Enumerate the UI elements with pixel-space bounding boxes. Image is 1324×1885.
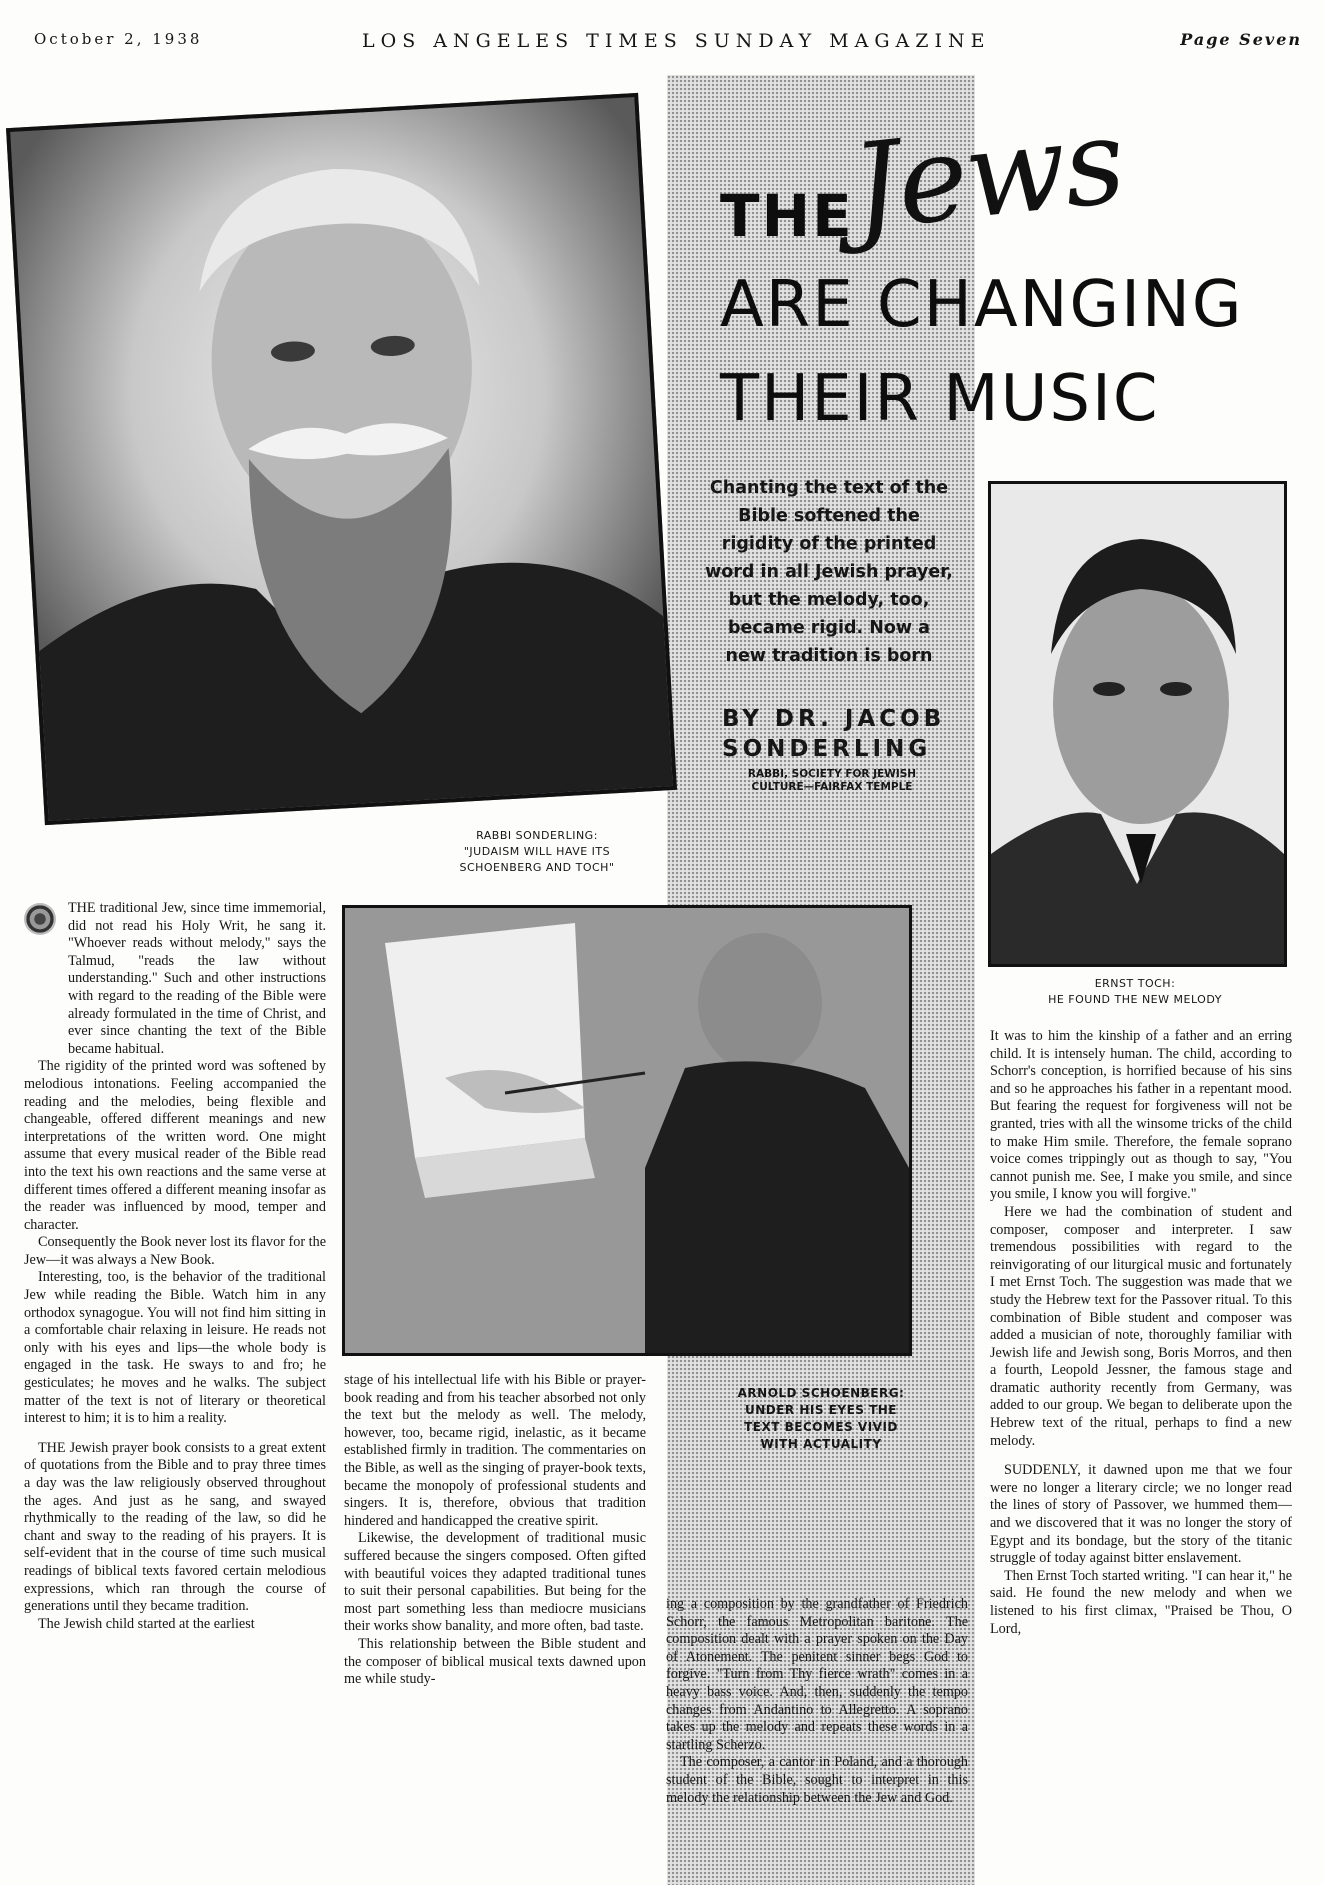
headline-their-music: THEIR MUSIC [720,362,1160,436]
paragraph: Consequently the Book never lost its flavor for the Jew—it was always a New Book. [24,1234,326,1268]
toch-photo-caption [1000,976,1270,1008]
article-column-3 [666,1596,968,1807]
byline-by: BY DR. JACOB [722,706,946,732]
paragraph: The rigidity of the printed word was softened by melodious intonations. Feeling accompanied the reading and the melodies, being flexible and changeable, offered different meanings and new interpretations of the written word. One might assume that every musical reader of the Bible read into the text his own reactions and the same verse at different times offered a different meaning insofar as the reader was influenced by mood, temper and character. [24,1058,326,1233]
toch-caption-line2: HE FOUND THE NEW MELODY [1048,993,1222,1006]
paragraph: stage of his intellectual life with his Bible or prayer-book reading and from his teacher absorbed not only the text but the melody as well. The melody, however, too, became rigid, inelastic, as it became established firmly in tradition. The commentaries on the Bible, as well as the singing of prayer-book texts, became the monopoly of professional students and singers. It is, therefore, obvious that tradition hindered and handicapped the creative spirit. [344,1372,646,1529]
paragraph: ing a composition by the grandfather of Friedrich Schorr, the famous Metropolitan baritone. The composition dealt with a prayer spoken on the Day of Atonement. The penitent sinner begs God to forgive. "Turn from Thy fierce wrath" comes in a heavy bass voice. And, then, suddenly the tempo changes from Andantino to Allegretto. A soprano takes up the melody and repeats these words in a startling Scherzo. [666,1596,968,1753]
article-column-1 [24,900,326,1633]
article-column-2 [344,1372,646,1689]
schoenberg-caption-line1: ARNOLD SCHOENBERG: [737,1386,905,1400]
paragraph: Then Ernst Toch started writing. "I can hear it," he said. He found the new melody and when we listened to his first climax, "Praised be Thou, O Lord, [990,1567,1292,1637]
byline-name: SONDERLING [722,736,932,762]
article-column-4 [990,1028,1292,1638]
paragraph: THE traditional Jew, since time immemorial, did not read his Holy Writ, he sang it. "Whoever reads without melody," says the Talmud, "reads the law without understanding." Such and other instructions with regard to the reading of the Bible were already formulated in the time of Christ, and ever since chanting the text of the Bible became habitual. [68,900,326,1057]
arnold-schoenberg-photo [342,905,912,1356]
paragraph: Likewise, the development of traditional music suffered because the singers composed. Often gifted with beautiful voices they adapted traditional tunes to suit their personal capabilities. But being for the most part something less than mediocre musicians their works show banality, and more often, bad taste. [344,1530,646,1635]
article-deck: Chanting the text of the Bible softened the rigidity of the printed word in all Jewish prayer, but the melody, too, became rigid. Now a new tradition is born [705,478,953,666]
paragraph: The Jewish child started at the earliest [38,1615,255,1632]
byline-title-line2: CULTURE—FAIRFAX TEMPLE [751,781,913,793]
paragraph: THE Jewish prayer book consists to a great extent of quotations from the Bible and to pray three times a day was the law religiously observed throughout the ages. And just as he sang, and swayed rhythmically to the reading of the law, so did he chant and sway to the reading of his prayers. It is self-evident that in the course of time such musical readings of biblical texts favored certain melodious expressions, which ran through the course of generations until they became tradition. [24,1439,326,1615]
toch-caption-line1: ERNST TOCH: [1094,977,1176,990]
schoenberg-photo-caption [700,1365,942,1471]
paragraph: This relationship between the Bible student and the composer of biblical musical texts dawned upon me while study- [344,1635,646,1688]
byline [722,704,945,764]
masthead-page-number: Page Seven [1180,30,1302,49]
headline-jews-script: Jews [845,91,1130,257]
byline-author-title [732,768,932,794]
paragraph: Here we had the combination of student and composer, composer and interpreter. I saw tremendous possibilities with regard to the reinvigorating of our liturgical music and fortunately I met Ernst Toch. The suggestion was made that we study the Hebrew text for the Passover ritual. To this combination of Bible student and composer was added a musician of note, thoroughly familiar with Jewish life and Jewish song, Boris Morros, and then a fourth, Leopold Jessner, the famous stage and dramatic authority recently from Germany, was added to our group. We began to deliberate upon the Hebrew text of the ritual, perhaps to find a new melody. [990,1203,1292,1449]
ernst-toch-photo [988,481,1287,967]
headline-the: THE [720,182,854,250]
schoenberg-caption-line4: WITH ACTUALITY [760,1437,882,1451]
paragraph: The composer, a cantor in Poland, and a thorough student of the Bible, sought to interpret in this melody the relationship between the Jew and God. [666,1754,968,1806]
rabbi-photo-caption: RABBI SONDERLING: "JUDAISM WILL HAVE ITS SCHOENBERG AND TOCH" [459,829,615,874]
rabbi-sonderling-photo [6,93,677,825]
paragraph: Interesting, too, is the behavior of the traditional Jew while reading the Bible. Watch him in any orthodox synagogue. You will not find him sitting in a comfortable chair relaxing in leisure. He reads not only with his eyes and lips—the whole body is engaged in the task. He sways to and fro; he gesticulates; he moves and he walks. The subject matter of the text is not of literary or theoretical interest to him; it is to him a reality. [24,1269,326,1427]
schoenberg-caption-line2: UNDER HIS EYES THE [744,1403,898,1417]
paragraph: SUDDENLY, it dawned upon me that we four were no longer a literary circle; we no longer read the lines of story of Passover, we hummed them—and we discovered that it was no longer the story of Egypt and its bondage, but the story of the titanic struggle of today against bitter enslavement. [990,1462,1292,1567]
schoenberg-caption-line3: TEXT BECOMES VIVID [744,1420,898,1434]
masthead-title: LOS ANGELES TIMES SUNDAY MAGAZINE [362,30,991,52]
byline-title-line1: RABBI, SOCIETY FOR JEWISH [747,768,917,780]
headline-are-changing: ARE CHANGING [720,268,1244,342]
paragraph: It was to him the kinship of a father and an erring child. It is intensely human. The child, according to Schorr's conception, is horrified because of his sins and so he approaches his father in a repentant mood. But fearing the request for forgiveness will not be granted, tries with all the winsome tricks of the child to make Him smile. Therefore, the female soprano voice comes trippingly out as though to say, "You cannot punish me. See, I make you smile, and since you smile, I know you will forgive." [990,1028,1292,1203]
masthead-date: October 2, 1938 [34,30,203,48]
